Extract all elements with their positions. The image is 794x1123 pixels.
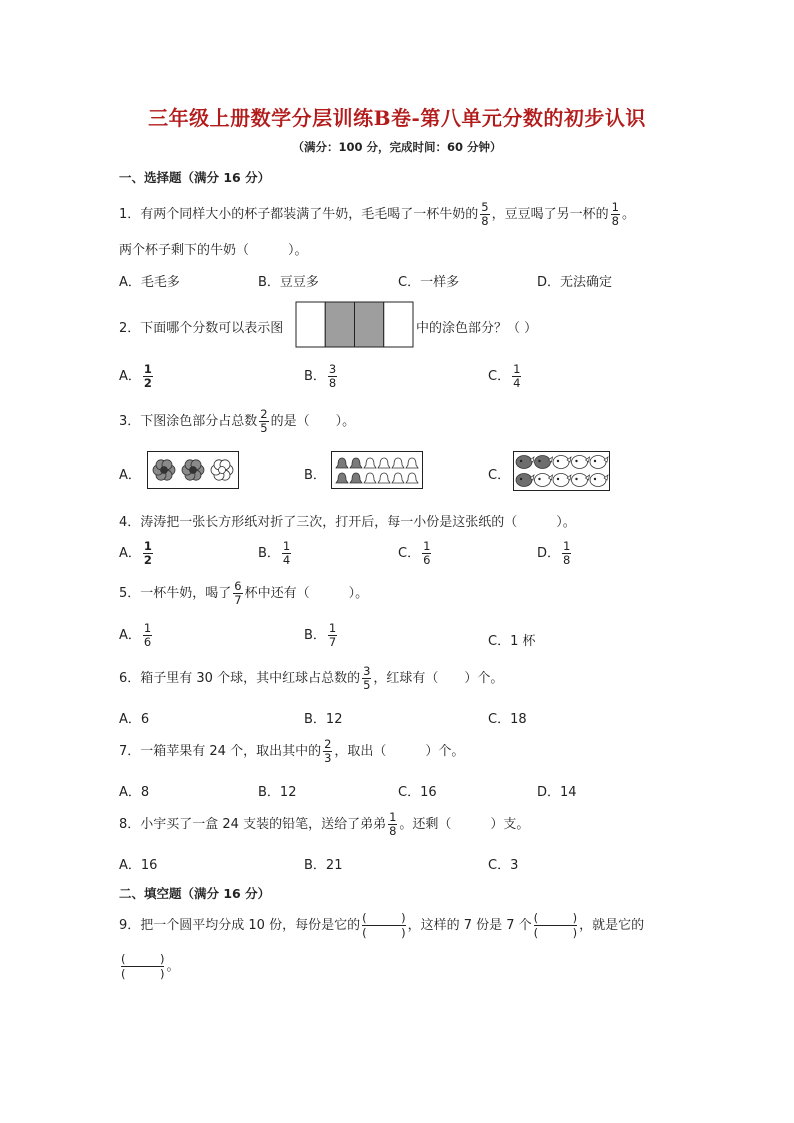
option-a[interactable] [119, 540, 155, 567]
numerator: 5 [481, 200, 489, 214]
option-label: C． [398, 546, 421, 561]
option-b[interactable] [258, 540, 293, 567]
option-b[interactable] [304, 622, 339, 649]
fraction [143, 363, 153, 390]
numerator-blank[interactable]: ( ) [362, 911, 406, 925]
denominator: 8 [481, 214, 489, 228]
question-text: 7．一箱苹果有 24 个，取出其中的 [119, 744, 322, 759]
denominator-blank[interactable]: ( ) [533, 926, 578, 940]
option-c-label[interactable]: C． [488, 468, 511, 483]
fish-figure[interactable] [513, 451, 610, 491]
fraction [328, 622, 337, 649]
question-text: ，这样的 7 份是 7 个 [407, 918, 532, 933]
numerator: 1 [563, 539, 571, 553]
denominator: 5 [363, 678, 371, 692]
option-d[interactable]: D．14 [537, 785, 577, 800]
denominator: 5 [260, 421, 268, 435]
question-text: 9．把一个圆平均分成 10 份，每份是它的 [119, 918, 361, 933]
denominator: 8 [328, 376, 337, 390]
question-text: 5．一杯牛奶，喝了 [119, 586, 232, 601]
numerator: 3 [363, 664, 371, 678]
shaded-rectangle-figure [295, 301, 414, 348]
denominator: 3 [324, 751, 332, 765]
option-c[interactable]: C．一样多 [398, 275, 460, 290]
option-c[interactable]: C．3 [488, 858, 519, 873]
option-c[interactable]: C．1 杯 [488, 634, 536, 649]
question-text: 8．小宇买了一盒 24 支装的铅笔，送给了弟弟 [119, 817, 387, 832]
option-a[interactable]: A．毛毛多 [119, 275, 180, 290]
option-b[interactable]: B．12 [258, 785, 297, 800]
numerator: 1 [423, 539, 431, 553]
fraction [388, 811, 397, 838]
question-text: 。 [621, 207, 635, 222]
option-c[interactable] [488, 363, 523, 390]
option-label: B． [304, 628, 326, 643]
denominator: 8 [563, 553, 571, 567]
fraction-blank[interactable] [362, 911, 405, 940]
numerator: 6 [234, 579, 242, 593]
numerator: 2 [324, 737, 332, 751]
option-label: A． [119, 369, 141, 384]
denominator: 6 [143, 635, 152, 649]
numerator: 1 [328, 621, 337, 635]
question-1-line2: 两个杯子剩下的牛奶（ ）。 [119, 243, 308, 258]
option-d[interactable]: D．无法确定 [537, 275, 613, 290]
denominator: 6 [423, 553, 431, 567]
option-b[interactable]: B．豆豆多 [258, 275, 319, 290]
question-9 [119, 911, 644, 940]
question-text: 。 [166, 959, 180, 974]
denominator: 4 [282, 553, 291, 567]
question-6 [119, 665, 503, 692]
fraction [422, 540, 431, 567]
fraction [611, 201, 620, 228]
option-label: D． [537, 546, 561, 561]
fraction-blank[interactable] [121, 952, 164, 981]
section-heading-fill: 二、填空题（满分 16 分） [119, 886, 271, 901]
shaded-part [355, 302, 384, 347]
flower-icon [182, 460, 204, 480]
flower-figure[interactable] [147, 451, 239, 489]
question-text: ，豆豆喝了另一杯的 [491, 207, 609, 222]
question-text: 3．下图涂色部分占总数 [119, 414, 258, 429]
denominator: 8 [389, 824, 397, 838]
fraction [233, 580, 242, 607]
question-text: 。还剩（ ）支。 [399, 817, 530, 832]
denominator-blank[interactable]: ( ) [121, 967, 165, 981]
denominator: 2 [143, 553, 152, 567]
fraction [562, 540, 571, 567]
option-b-label[interactable]: B． [304, 468, 326, 483]
option-b[interactable] [304, 363, 339, 390]
option-label: A． [119, 546, 141, 561]
page-subtitle: （满分：100 分，完成时间：60 分钟） [292, 140, 502, 154]
option-a[interactable] [119, 363, 155, 390]
numerator: 2 [260, 407, 268, 421]
unshaded-part [296, 302, 325, 347]
denominator: 7 [328, 635, 337, 649]
option-b[interactable]: B．21 [304, 858, 343, 873]
question-text: 6．箱子里有 30 个球，其中红球占总数的 [119, 671, 361, 686]
question-text: 杯中还有（ ）。 [244, 586, 369, 601]
unshaded-part [384, 302, 413, 347]
option-c[interactable]: C．16 [398, 785, 437, 800]
option-a[interactable]: A．6 [119, 712, 150, 727]
fraction [323, 738, 332, 765]
numerator: 1 [513, 362, 521, 376]
numerator: 1 [282, 539, 291, 553]
question-2-text: 2．下面哪个分数可以表示图 [119, 321, 284, 336]
bell-figure[interactable] [331, 451, 423, 489]
question-text: 1．有两个同样大小的杯子都装满了牛奶，毛毛喝了一杯牛奶的 [119, 207, 479, 222]
numerator-blank[interactable]: ( ) [533, 911, 578, 925]
option-label: C． [488, 369, 511, 384]
question-1 [119, 201, 635, 228]
denominator: 2 [143, 376, 152, 390]
numerator: 3 [328, 362, 337, 376]
fraction [143, 622, 152, 649]
page-title: 三年级上册数学分层训练B卷-第八单元分数的初步认识 [148, 106, 646, 130]
section-heading-choice: 一、选择题（满分 16 分） [119, 170, 271, 185]
fraction [282, 540, 291, 567]
option-a[interactable]: A．16 [119, 858, 158, 873]
numerator: 1 [143, 621, 152, 635]
fraction [480, 201, 489, 228]
question-2-text-end: 中的涂色部分？（ ） [416, 321, 538, 336]
question-text: ，红球有（ ）个。 [373, 671, 504, 686]
flower-icon [211, 460, 233, 480]
question-7 [119, 738, 464, 765]
question-8 [119, 811, 529, 838]
option-label: A． [119, 628, 141, 643]
denominator: 7 [234, 593, 242, 607]
option-a[interactable]: A．8 [119, 785, 150, 800]
fraction-blank[interactable] [534, 911, 577, 940]
fraction [512, 363, 521, 390]
denominator: 4 [513, 376, 521, 390]
numerator: 1 [611, 200, 619, 214]
question-9-line2 [119, 952, 180, 981]
shaded-part [325, 302, 354, 347]
option-c[interactable] [398, 540, 433, 567]
question-5 [119, 580, 368, 607]
fraction [143, 540, 153, 567]
question-text: ，就是它的 [579, 918, 645, 933]
numerator: 1 [143, 539, 152, 553]
numerator-blank[interactable]: ( ) [121, 952, 165, 966]
fraction [328, 363, 337, 390]
numerator: 1 [143, 362, 152, 376]
denominator-blank[interactable]: ( ) [362, 926, 406, 940]
option-a[interactable] [119, 622, 154, 649]
option-b[interactable]: B．12 [304, 712, 343, 727]
denominator: 8 [611, 214, 619, 228]
question-4-text: 4．涛涛把一张长方形纸对折了三次，打开后，每一小份是这张纸的（ ）。 [119, 515, 576, 530]
question-text: 的是（ ）。 [270, 414, 356, 429]
fraction [259, 408, 268, 435]
option-a-label[interactable]: A． [119, 468, 141, 483]
option-d[interactable] [537, 540, 573, 567]
question-3 [119, 408, 355, 435]
option-label: B． [304, 369, 326, 384]
numerator: 1 [389, 810, 397, 824]
option-c[interactable]: C．18 [488, 712, 527, 727]
option-label: B． [258, 546, 280, 561]
question-text: ，取出（ ）个。 [334, 744, 465, 759]
fraction [362, 665, 371, 692]
flower-icon [153, 460, 175, 480]
